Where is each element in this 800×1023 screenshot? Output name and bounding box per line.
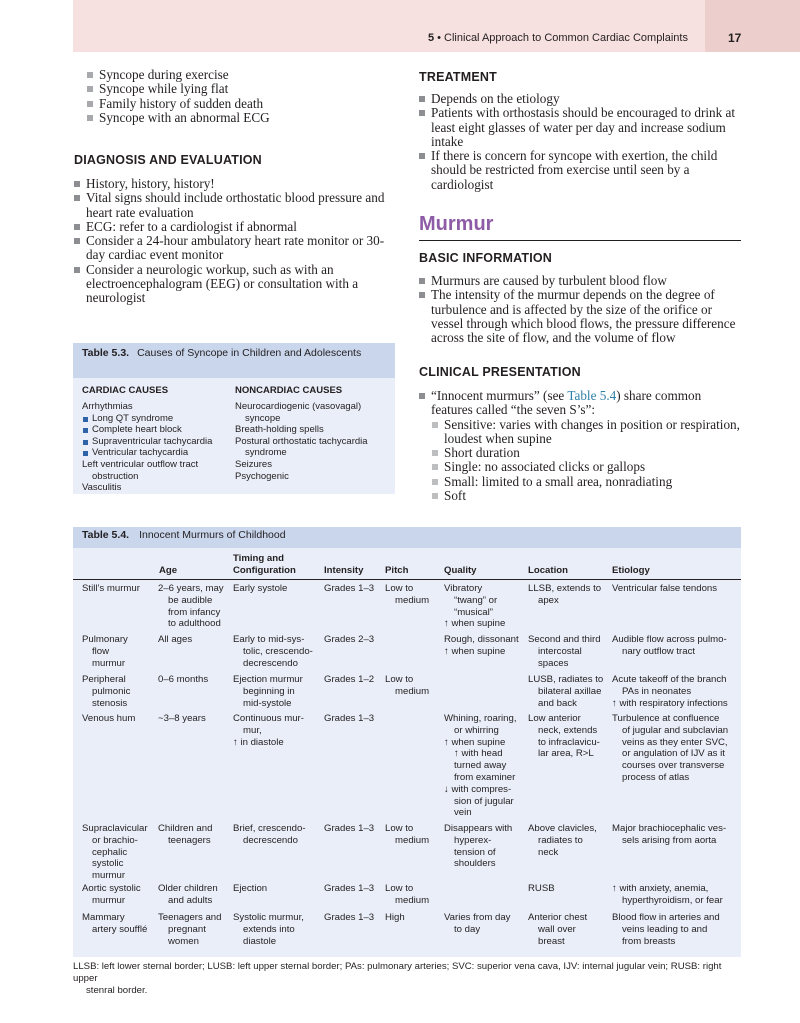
list-item: Single: no associated clicks or gallops: [431, 460, 743, 474]
cell-line: stenosis: [92, 697, 128, 709]
left-column-top: [86, 68, 406, 125]
cell-line: from examiner: [454, 771, 516, 783]
cell-murmur-name: [82, 823, 148, 882]
noncardiac-causes-column: [235, 401, 368, 482]
cell-line: Still’s murmur: [82, 583, 140, 594]
cell-timing: [233, 912, 304, 947]
cell-line: from infancy: [168, 606, 221, 618]
cell-line: teenagers: [168, 834, 211, 846]
cell-line: Varies from day: [444, 912, 511, 923]
cell-line: Disappears with: [444, 823, 513, 834]
cell-murmur-name: [82, 634, 128, 669]
header-text: Pitch: [385, 565, 409, 577]
cell-line: decrescendo: [243, 834, 298, 846]
cell-line: Major brachiocephalic ves-: [612, 823, 727, 834]
list-item: Syncope during exercise: [86, 68, 406, 82]
cell-line: radiates to: [538, 834, 583, 846]
cell-age: [158, 912, 221, 947]
list-item: Patients with orthostasis should be encouraged to drink at least eight glasses of water per day and increase sodium intake: [418, 106, 743, 149]
cell-age: [158, 634, 192, 646]
cell-line: extends into: [243, 923, 295, 935]
cell-line: Low to: [385, 823, 414, 834]
column-header-pitch: [385, 553, 408, 577]
cell-line: murmur: [92, 870, 126, 882]
cell-line: Grades 1–3: [324, 823, 375, 834]
column-header-quality: [444, 553, 477, 577]
cell-timing: [233, 883, 267, 895]
cell-line: to adulthood: [168, 618, 221, 630]
cell-line: Turbulence at confluence: [612, 713, 720, 724]
cell-timing: [233, 823, 306, 847]
cell-line: Continuous mur-: [233, 713, 304, 724]
list-item: Vital signs should include orthostatic blood pressure and heart rate evaluation: [73, 191, 398, 220]
header-text: Location: [528, 565, 568, 577]
header-text: Intensity: [324, 565, 364, 577]
diagnosis-section: [73, 177, 398, 306]
cell-text: syncope: [245, 412, 281, 424]
footnote-line: stenral border.: [86, 985, 148, 996]
cell-line: tolic, crescendo-: [243, 645, 313, 657]
table-caption: [73, 343, 395, 378]
cell-line: Above clavicles,: [528, 823, 597, 834]
cell-line: from breasts: [622, 935, 676, 947]
clinical-text: “Innocent murmurs” (see: [431, 388, 568, 403]
cell-line: mur,: [243, 724, 262, 736]
cell-murmur-name: [82, 583, 140, 595]
cell-etiology: [612, 674, 728, 709]
cell-line: 0–6 months: [158, 674, 209, 685]
cell-text: syndrome: [245, 447, 287, 459]
cell-line: Anterior chest: [528, 912, 588, 923]
list-item: Depends on the etiology: [418, 92, 743, 106]
cell-line: ↑ with anxiety, anemia,: [612, 883, 709, 894]
cell-line: bilateral axillae: [538, 685, 602, 697]
diagnosis-heading: DIAGNOSIS AND EVALUATION: [74, 153, 262, 167]
cell-line: artery soufflé: [92, 923, 148, 935]
table-footnote: [73, 961, 733, 997]
cell-intensity: [324, 713, 374, 725]
cell-line: tension of: [454, 846, 496, 858]
cell-line: of jugular and subclavian: [622, 724, 729, 736]
cell-line: spaces: [538, 657, 569, 669]
cell-line: mid-systole: [243, 697, 292, 709]
cell-line: veins as they enter SVC,: [622, 736, 728, 748]
cell-timing: [233, 713, 304, 748]
cell-line: ↑ with respiratory infections: [612, 697, 728, 709]
cell-line: intercostal: [538, 645, 582, 657]
running-head: [428, 32, 688, 44]
cell-quality: [444, 583, 505, 630]
cell-line: Low to: [385, 674, 414, 685]
cell-line: Acute takeoff of the branch: [612, 674, 727, 685]
cell-timing: [233, 674, 303, 709]
cell-line: Vibratory: [444, 583, 483, 594]
cell-line: pregnant: [168, 923, 206, 935]
cell-line: hyperex-: [454, 834, 492, 846]
cell-line: medium: [395, 894, 430, 906]
table-5-3: [73, 343, 395, 494]
cell-line: Low anterior: [528, 713, 581, 724]
cell-line: High: [385, 912, 405, 923]
cell-line: or brachio-: [92, 834, 138, 846]
cell-text: Seizures: [235, 458, 272, 470]
cell-etiology: [612, 912, 720, 947]
cell-line: Systolic murmur,: [233, 912, 304, 923]
cell-line: ↑ with head: [454, 748, 503, 760]
header-text: Configuration: [233, 565, 296, 577]
cell-text: Left ventricular outflow tract: [82, 458, 199, 470]
cell-pitch: [385, 912, 405, 924]
column-header-age: [159, 553, 177, 577]
list-item: History, history, history!: [73, 177, 398, 191]
cell-line: Low to: [385, 883, 414, 894]
table-5-4: [73, 527, 741, 957]
cell-line: Teenagers and: [158, 912, 222, 923]
cell-line: ↑ in diastole: [233, 736, 284, 748]
cell-text: Neurocardiogenic (vasovagal): [235, 401, 362, 412]
header-text: Age: [159, 565, 178, 577]
cell-age: [158, 713, 206, 725]
list-item: Murmurs are caused by turbulent blood flow: [418, 274, 743, 288]
cell-line: courses over transverse: [622, 760, 725, 772]
cell-etiology: [612, 583, 717, 595]
cell-line: Ejection murmur: [233, 674, 303, 685]
cell-line: All ages: [158, 634, 193, 645]
diagnosis-list: [73, 177, 398, 306]
cell-location: [528, 912, 587, 947]
cell-line: PAs in neonates: [622, 685, 692, 697]
clinical-text: ) share common features called “the seven S’s”:: [431, 388, 702, 418]
clinical-presentation-heading: CLINICAL PRESENTATION: [419, 365, 581, 379]
cell-line: Aortic systolic: [82, 883, 141, 894]
table-label: Table 5.3.: [82, 347, 130, 359]
cell-line: Peripheral: [82, 674, 126, 685]
cell-age: [158, 823, 212, 847]
cell-etiology: [612, 634, 727, 658]
cell-line: Rough, dissonant: [444, 634, 519, 645]
cell-intensity: [324, 583, 374, 595]
cell-line: nary outflow tract: [622, 645, 696, 657]
page-number: 17: [728, 31, 742, 45]
list-item: ECG: refer to a cardiologist if abnormal: [73, 220, 398, 234]
cell-line: Grades 1–3: [324, 912, 375, 923]
cell-pitch: [385, 823, 429, 847]
cell-line: Grades 1–2: [324, 674, 375, 685]
cell-location: [528, 583, 601, 607]
column-header-intensity: [324, 553, 363, 577]
basic-info-list: [418, 274, 743, 345]
treatment-heading: TREATMENT: [419, 70, 497, 84]
cell-line: ↓ with compres-: [444, 783, 512, 795]
cell-text: Arrhythmias: [82, 401, 133, 412]
cell-line: Grades 1–3: [324, 713, 375, 724]
table-title: Causes of Syncope in Children and Adolescents: [137, 347, 362, 359]
cell-line: ↑ when supine: [444, 736, 506, 748]
cell-line: beginning in: [243, 685, 295, 697]
cell-line: lar area, R>L: [538, 748, 594, 760]
header-text: Timing and: [233, 553, 284, 565]
cell-line: Whining, roaring,: [444, 713, 517, 724]
cell-line: Grades 1–3: [324, 583, 375, 594]
column-header-etiology: [612, 553, 650, 577]
cell-line: systolic: [92, 858, 124, 870]
list-item: Consider a 24-hour ambulatory heart rate monitor or 30-day cardiac event monitor: [73, 234, 398, 263]
cell-line: wall over: [538, 923, 576, 935]
cell-location: [528, 634, 601, 669]
cell-intensity: [324, 883, 374, 895]
treatment-section: [418, 92, 743, 192]
cell-line: breast: [538, 935, 565, 947]
cell-line: process of atlas: [622, 771, 690, 783]
cell-line: LLSB, extends to: [528, 583, 602, 594]
list-item: Consider a neurologic workup, such as with an electroencephalogram (EEG) or consultation with a neurologist: [73, 263, 398, 306]
cell-text: Complete heart block: [82, 424, 212, 436]
list-item: The intensity of the murmur depends on the degree of turbulence and is affected by the size of the orifice or vessel through which blood flows, the pressure difference across the site of flow, and the volume of flow: [418, 288, 743, 345]
cell-line: medium: [395, 594, 430, 606]
list-item: If there is concern for syncope with exertion, the child should be restricted from exercise until seen by a cardiologist: [418, 149, 743, 192]
section-rule: [419, 240, 741, 241]
cell-murmur-name: [82, 674, 130, 709]
cell-line: Children and: [158, 823, 213, 834]
cell-line: to infraclavicu-: [538, 736, 600, 748]
cell-line: or angulation of IJV as it: [622, 748, 725, 760]
header-text: Etiology: [612, 565, 650, 577]
clinical-list: [418, 389, 743, 418]
cell-line: vein: [454, 807, 472, 819]
cell-location: [528, 823, 597, 858]
cell-pitch: [385, 674, 429, 698]
cell-line: Grades 1–3: [324, 883, 375, 894]
list-item: Sensitive: varies with changes in position or respiration, loudest when supine: [431, 418, 743, 447]
cell-text: Ventricular tachycardia: [82, 447, 212, 459]
list-item: Family history of sudden death: [86, 97, 406, 111]
cell-quality: [444, 912, 510, 936]
cell-line: apex: [538, 594, 559, 606]
cell-line: ↑ when supine: [444, 645, 506, 657]
cell-line: flow: [92, 645, 110, 657]
cell-line: Venous hum: [82, 713, 136, 724]
cell-text: Psychogenic: [235, 470, 289, 482]
cell-line: Supraclavicular: [82, 823, 148, 834]
cell-line: shoulders: [454, 858, 496, 870]
cell-line: Early to mid-sys-: [233, 634, 305, 645]
cell-line: and back: [538, 697, 577, 709]
cell-murmur-name: [82, 713, 135, 725]
cell-age: [158, 583, 224, 630]
cell-text: Breath-holding spells: [235, 424, 324, 436]
cell-text: Long QT syndrome: [82, 413, 212, 425]
cell-line: hyperthyroidism, or fear: [622, 894, 723, 906]
table-label: Table 5.4.: [82, 529, 130, 541]
cell-timing: [233, 634, 313, 669]
cell-line: Pulmonary: [82, 634, 128, 645]
cell-murmur-name: [82, 883, 141, 907]
cell-location: [528, 883, 555, 895]
cell-intensity: [324, 634, 374, 646]
cell-text: Vasculitis: [82, 482, 122, 494]
cell-pitch: [385, 583, 429, 607]
cell-etiology: [612, 823, 726, 847]
chapter-number: 5: [427, 32, 435, 44]
cell-line: sels arising from aorta: [622, 834, 717, 846]
column-header-noncardiac: NONCARDIAC CAUSES: [235, 385, 343, 396]
cell-line: medium: [395, 834, 430, 846]
cell-line: Audible flow across pulmo-: [612, 634, 727, 645]
cell-line: Mammary: [82, 912, 125, 923]
table-caption: [73, 527, 741, 548]
cell-line: Second and third: [528, 634, 601, 645]
cell-line: “twang” or: [454, 594, 498, 606]
basic-info-section: [418, 274, 743, 345]
page-header-band: [73, 0, 800, 52]
cell-line: murmur: [92, 657, 126, 669]
cell-pitch: [385, 883, 429, 907]
cell-line: Brief, crescendo-: [233, 823, 306, 834]
cell-line: neck, extends: [538, 724, 598, 736]
cell-line: neck: [538, 846, 559, 858]
cell-line: medium: [395, 685, 430, 697]
header-rule: [73, 579, 741, 580]
header-text: Quality: [444, 565, 477, 577]
cell-timing: [233, 583, 287, 595]
cardiac-causes-column: [82, 401, 212, 494]
cell-intensity: [324, 674, 374, 686]
cell-line: ↑ when supine: [444, 618, 506, 630]
cell-line: 2–6 years, may: [158, 583, 224, 594]
cell-quality: [444, 634, 519, 658]
cell-line: Ventricular false tendons: [612, 583, 718, 594]
cell-line: turned away: [454, 760, 507, 772]
basic-info-heading: BASIC INFORMATION: [419, 251, 553, 265]
cell-line: to day: [454, 923, 481, 935]
cell-intensity: [324, 912, 374, 924]
table-5-4-link[interactable]: Table 5.4: [567, 388, 617, 403]
list-item: Short duration: [431, 446, 743, 460]
list-item: Syncope with an abnormal ECG: [86, 111, 406, 125]
cell-murmur-name: [82, 912, 147, 936]
cell-text: Postural orthostatic tachycardia: [235, 435, 368, 447]
cell-line: Early systole: [233, 583, 288, 594]
list-item: Small: limited to a small area, nonradiating: [431, 475, 743, 489]
murmur-title: Murmur: [419, 213, 494, 235]
cell-line: veins leading to and: [622, 923, 708, 935]
cell-text: Supraventricular tachycardia: [82, 436, 212, 448]
cell-age: [158, 674, 208, 686]
column-header-cardiac: CARDIAC CAUSES: [82, 385, 169, 396]
list-item: Soft: [431, 489, 743, 503]
clinical-presentation-section: [418, 389, 743, 503]
cell-line: sion of jugular: [454, 795, 514, 807]
cell-text: obstruction: [92, 470, 139, 482]
cell-location: [528, 713, 600, 760]
cell-line: “musical”: [454, 606, 493, 618]
cell-age: [158, 883, 218, 907]
cell-line: pulmonic: [92, 685, 131, 697]
cell-line: Grades 2–3: [324, 634, 375, 645]
cell-line: decrescendo: [243, 657, 298, 669]
cell-line: diastole: [243, 935, 277, 947]
cell-line: women: [168, 935, 199, 947]
list-item: Syncope while lying flat: [86, 82, 406, 96]
cell-line: be audible: [168, 594, 213, 606]
cell-location: [528, 674, 603, 709]
cell-quality: [444, 713, 517, 819]
column-header-location: [528, 553, 568, 577]
cell-line: or whirring: [454, 724, 499, 736]
cell-quality: [444, 823, 512, 870]
seven-s-list: [431, 418, 743, 504]
cell-line: RUSB: [528, 883, 555, 894]
syncope-warning-list: [86, 68, 406, 125]
cell-line: Low to: [385, 583, 414, 594]
page-number-tab: [705, 0, 800, 52]
cell-line: and adults: [168, 894, 213, 906]
chapter-title: Clinical Approach to Common Cardiac Complaints: [444, 32, 688, 44]
cell-line: cephalic: [92, 846, 128, 858]
cell-line: Older children: [158, 883, 218, 894]
cell-line: LUSB, radiates to: [528, 674, 604, 685]
cell-etiology: [612, 883, 723, 907]
table-title: Innocent Murmurs of Childhood: [139, 529, 286, 541]
cell-line: Ejection: [233, 883, 268, 894]
treatment-list: [418, 92, 743, 192]
cell-line: Blood flow in arteries and: [612, 912, 720, 923]
footnote-line: LLSB: left lower sternal border; LUSB: left upper sternal border; PAs: pulmonary arteries; SVC: superior vena cava, IJV: internal jugular vein; RUSB: right upper: [73, 961, 722, 984]
column-header-timing: [233, 553, 296, 577]
list-item: [418, 389, 743, 418]
cell-intensity: [324, 823, 374, 835]
cell-line: murmur: [92, 894, 126, 906]
running-head-separator: •: [437, 32, 441, 44]
cell-etiology: [612, 713, 728, 784]
cell-line: ~3–8 years: [158, 713, 206, 724]
